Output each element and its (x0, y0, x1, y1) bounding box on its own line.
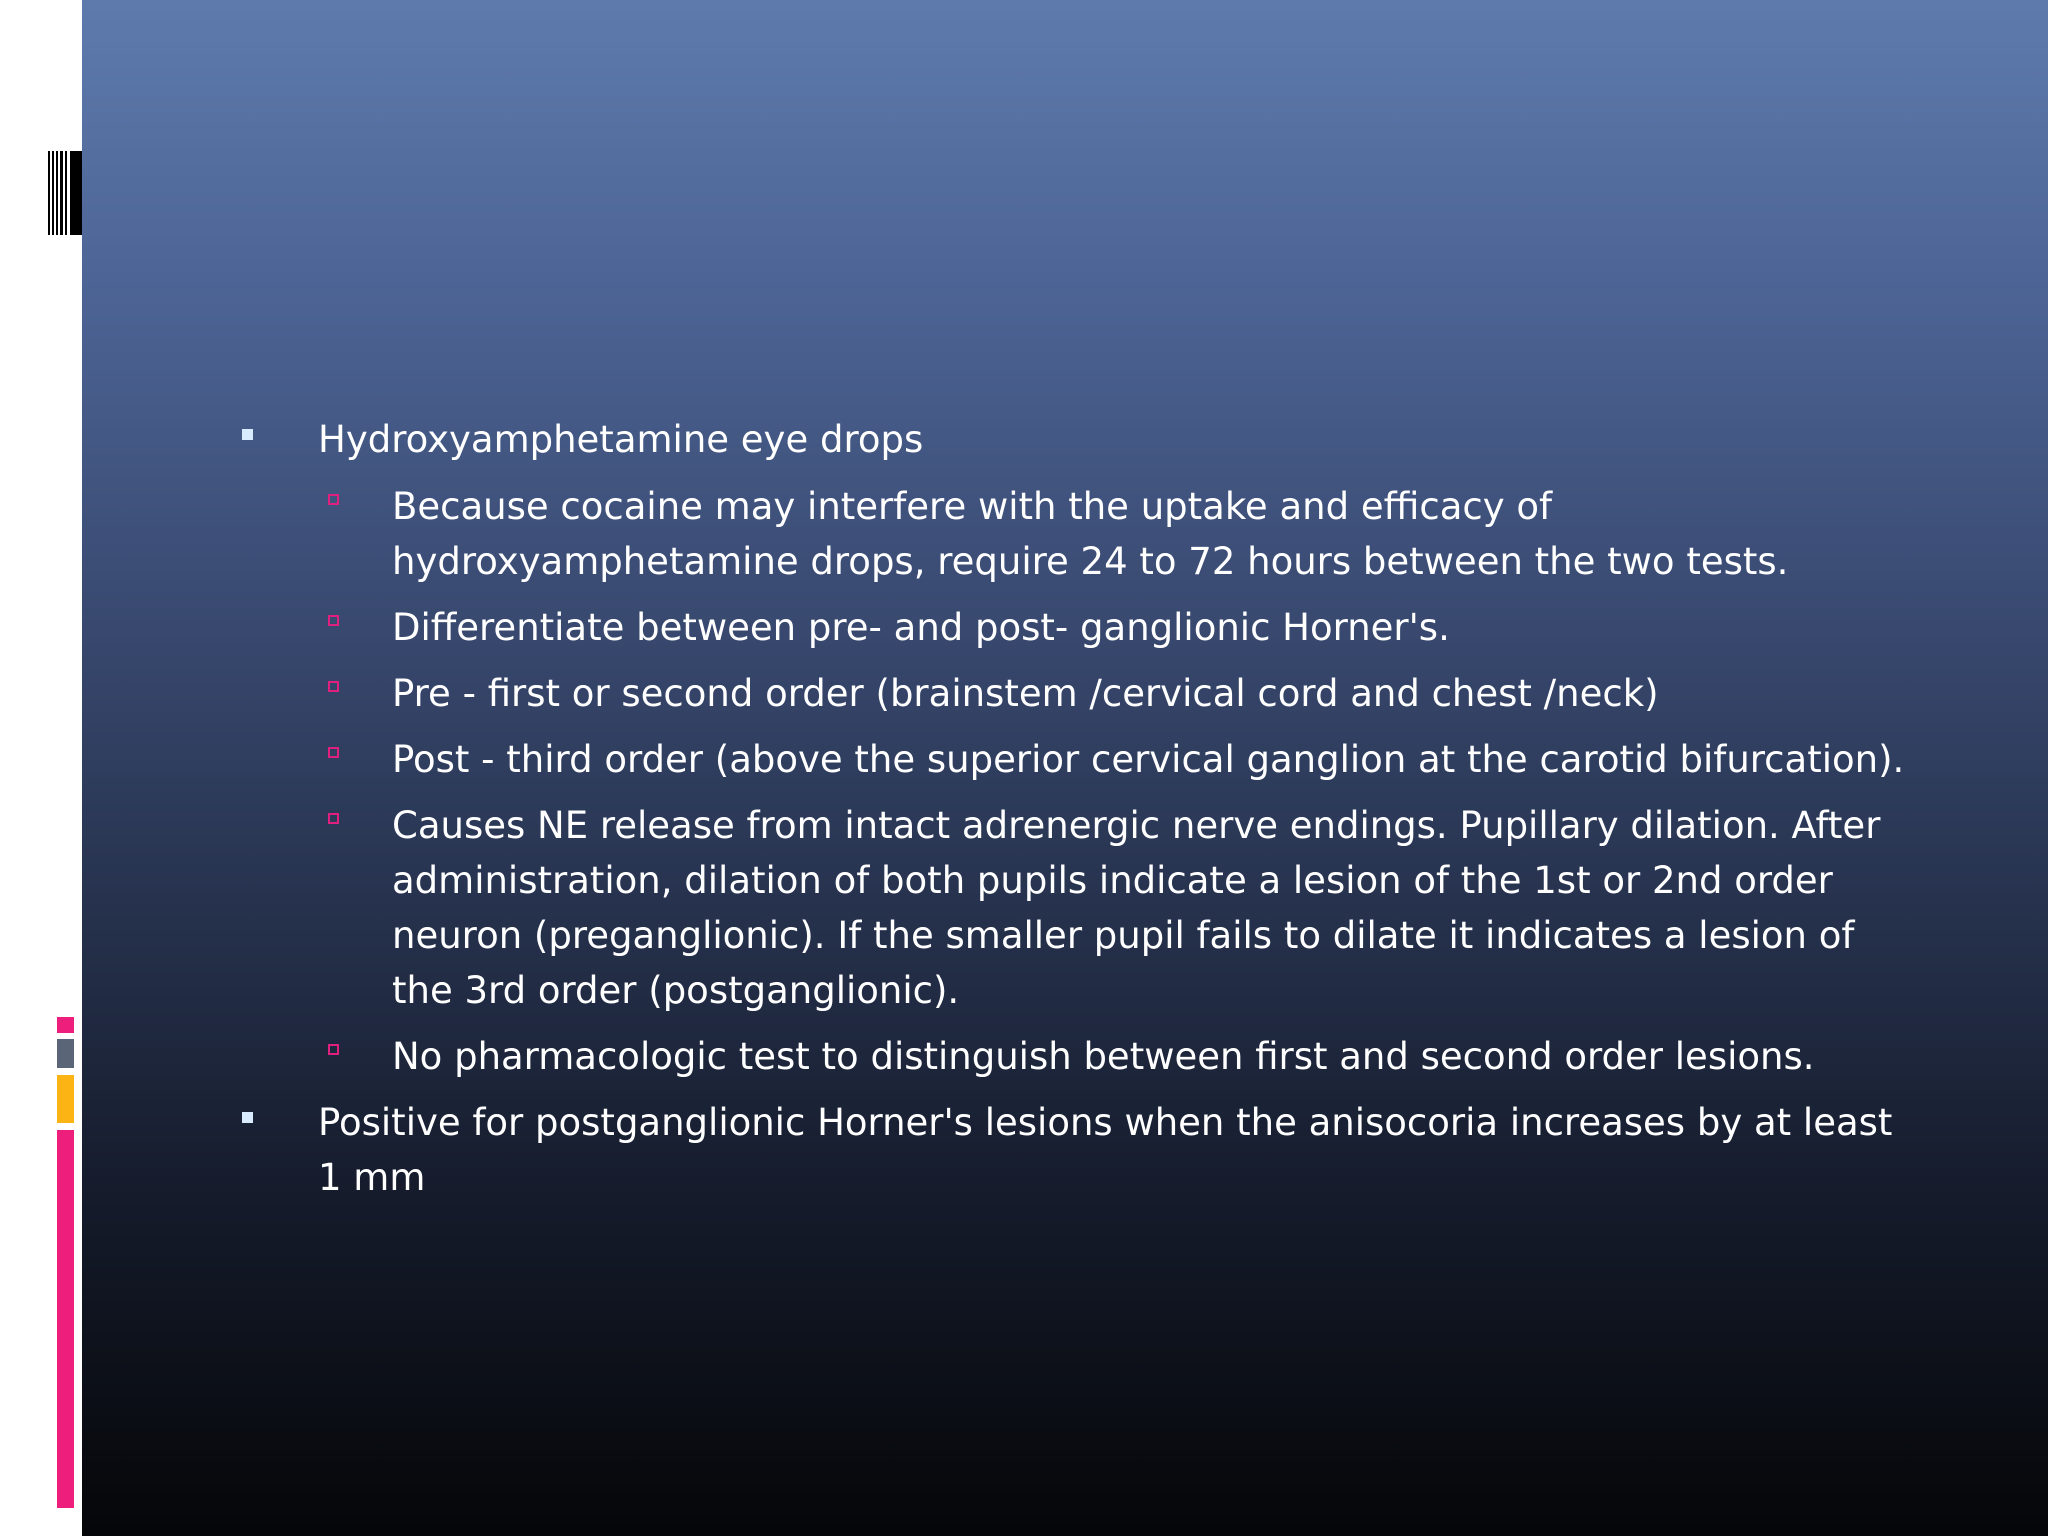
hollow-square-bullet-icon (328, 1044, 339, 1055)
sub-bullet-item (160, 732, 1920, 787)
hollow-square-bullet-icon (328, 813, 339, 824)
square-bullet-icon (242, 429, 253, 440)
left-margin-strip (0, 0, 82, 1536)
slide-body (160, 412, 1920, 1217)
sub-bullet-text: No pharmacologic test to distinguish between first and second order lesions. (392, 1035, 1815, 1078)
accent-bar-pink-top (57, 1017, 74, 1033)
sub-bullet-text: Post - third order (above the superior cervical ganglion at the carotid bifurcation). (392, 738, 1905, 781)
sub-bullet-item (160, 666, 1920, 721)
sub-bullet-text: Pre - first or second order (brainstem /cervical cord and chest /neck) (392, 672, 1659, 715)
sub-bullet-text: Differentiate between pre- and post- ganglionic Horner's. (392, 606, 1450, 649)
sub-bullet-text: Because cocaine may interfere with the uptake and efficacy of hydroxyamphetamine drops, require 24 to 72 hours between the two tests. (392, 485, 1789, 583)
square-bullet-icon (242, 1112, 253, 1123)
accent-bar-pink-long (57, 1130, 74, 1508)
sub-bullet-item (160, 600, 1920, 655)
sub-bullet-item (160, 1029, 1920, 1084)
accent-bar-amber (57, 1075, 74, 1123)
sub-bullet-item (160, 798, 1920, 1018)
sub-bullet-text: Causes NE release from intact adrenergic nerve endings. Pupillary dilation. After administration, dilation of both pupils indicate a lesion of the 1st or 2nd order neuron (preganglionic). If the smaller pupil fails to dilate it indicates a lesion of the 3rd order (postganglionic). (392, 804, 1881, 1012)
hollow-square-bullet-icon (328, 747, 339, 758)
hollow-square-bullet-icon (328, 681, 339, 692)
bullet-item (160, 1095, 1920, 1205)
barcode-icon (48, 151, 82, 235)
accent-bar-slate (57, 1039, 74, 1068)
sub-bullet-item (160, 479, 1920, 589)
bullet-text: Positive for postganglionic Horner's lesions when the anisocoria increases by at least 1 mm (318, 1101, 1893, 1199)
bullet-item (160, 412, 1920, 467)
hollow-square-bullet-icon (328, 615, 339, 626)
bullet-text: Hydroxyamphetamine eye drops (318, 418, 924, 461)
hollow-square-bullet-icon (328, 494, 339, 505)
